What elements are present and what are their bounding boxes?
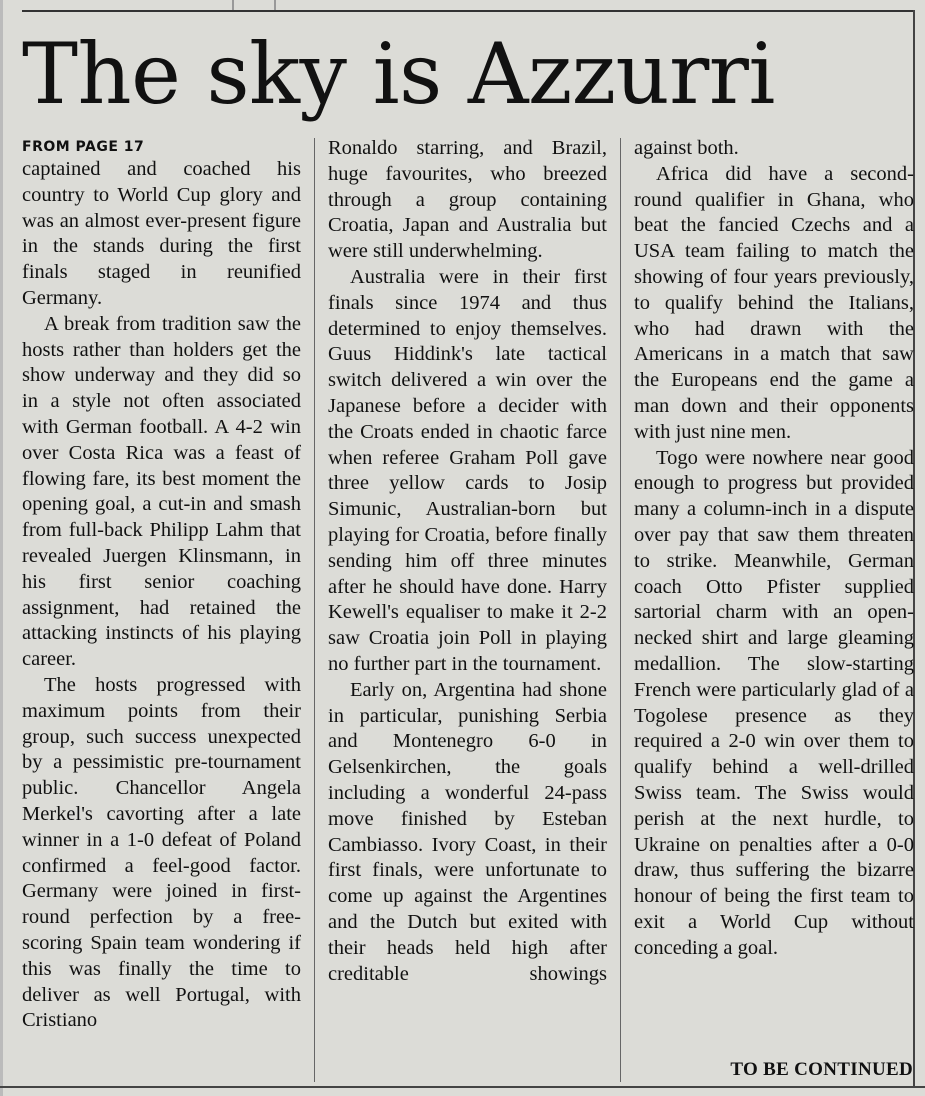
article-column-3: [634, 136, 914, 962]
to-be-continued-label: TO BE CONTINUED: [730, 1059, 913, 1080]
paragraph: Australia were in their first finals since 1974 and thus determined to enjoy themselves. Guus Hiddink's late tactical switch delivered a win over the Japanese before a decider with the Croats ended in chaotic farce when referee Graham Poll gave three yellow cards to Josip Simunic, Australian-born but playing for Croatia, before finally sending him off three minutes after he should have done. Harry Kewell's equaliser to make it 2-2 saw Croatia join Poll in playing no further part in the tournament.: [328, 265, 607, 675]
paragraph: Ronaldo starring, and Brazil, huge favourites, who breezed through a group containing Croatia, Japan and Australia but were still underwhelming.: [328, 137, 607, 263]
jump-kicker: FROM PAGE 17: [22, 139, 145, 155]
bottom-border-rule: [0, 1086, 925, 1088]
paragraph: Early on, Argentina had shone in particular, punishing Serbia and Montenegro 6-0 in Gelsenkirchen, the goals including a wonderful 24-pass move finished by Esteban Cambiasso. Ivory Coast, in their first finals, were unfortunate to come up against the Argentines and the Dutch but exited with their heads held high after creditable showings: [328, 678, 607, 985]
article-column-1: [22, 138, 301, 1034]
paragraph: captained and coached his country to World Cup glory and was an almost ever-present figure in the stands during the first finals staged in reunified Germany.: [22, 158, 301, 309]
paragraph: Africa did have a second-round qualifier in Ghana, who beat the fancied Czechs and a USA team failing to match the showing of four years previously, to qualify behind the Italians, who had drawn with the Americans in a match that saw the Europeans end the game a man down and their opponents with just nine men.: [634, 162, 914, 443]
paragraph: against both.: [634, 137, 739, 159]
paragraph: The hosts progressed with maximum points from their group, such success unexpected by a pessimistic pre-tournament public. Chancellor Angela Merkel's cavorting after a late winner in a 1-0 defeat of Poland confirmed a feel-good factor. Germany were joined in first-round perfection by a free-scoring Spain team wondering if this was finally the time to deliver as well Portugal, with Cristiano: [22, 673, 301, 1032]
column-divider-2: [620, 138, 621, 1082]
paragraph: A break from tradition saw the hosts rather than holders get the show underway and they did so in a style not often associated with German football. A 4-2 win over Costa Rica was a feast of flowing fare, its best moment the opening goal, a cut-in and smash from full-back Philipp Lahm that revealed Juergen Klinsmann, in his first senior coaching assignment, had retained the attacking instincts of his playing career.: [22, 312, 301, 671]
column-divider-1: [314, 138, 315, 1082]
headline: The sky is Azzurri: [22, 25, 775, 123]
top-border-rule: [22, 10, 915, 12]
top-notch-mark: [232, 0, 276, 10]
paragraph: Togo were nowhere near good enough to progress but provided many a column-inch in a dispute over pay that saw them threaten to strike. Meanwhile, German coach Otto Pfister supplied sartorial charm with an open-necked shirt and large gleaming medallion. The slow-starting French were particularly glad of a Togolese presence as they required a 2-0 win over them to qualify behind a well-drilled Swiss team. The Swiss would perish at the next hurdle, to Ukraine on penalties after a 0-0 draw, thus suffering the bizarre honour of being the first team to exit a World Cup without conceding a goal.: [634, 446, 914, 959]
left-border: [0, 0, 3, 1096]
article-column-2: [328, 136, 607, 987]
